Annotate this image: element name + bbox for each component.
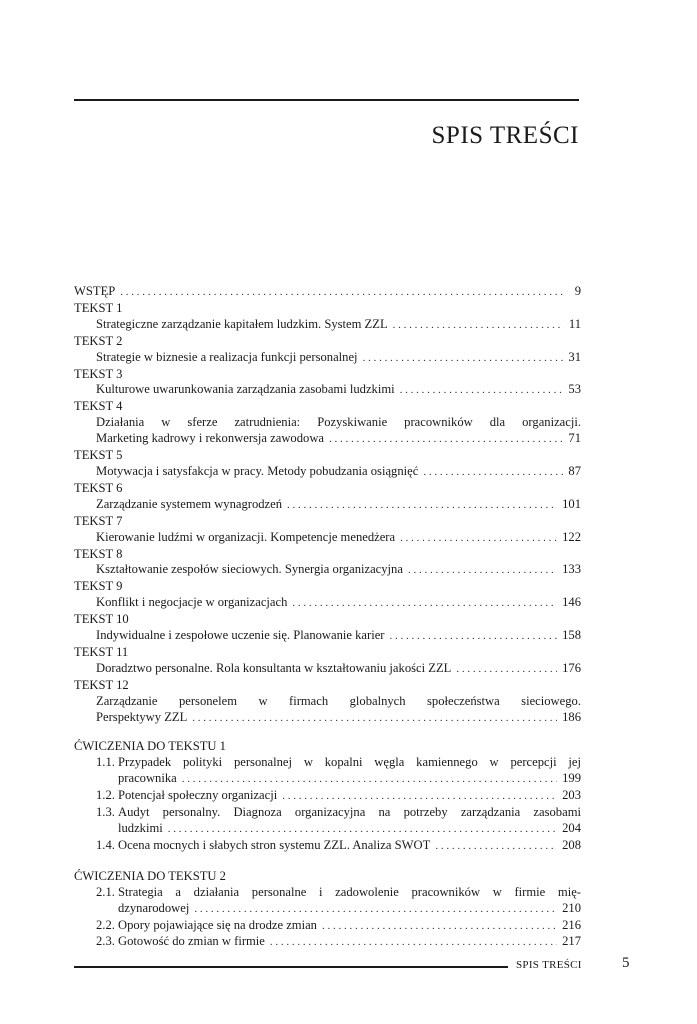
item-text: Opory pojawiające się na drodze zmian: [118, 917, 317, 932]
toc-entry[interactable]: [74, 821, 581, 838]
toc-entry-first-line[interactable]: Zarządzanie personelem w firmach globalnych społeczeństwa sieciowego.: [96, 693, 581, 708]
toc-entry-label: Zarządzanie systemem wynagrodzeń: [96, 496, 283, 511]
toc-entry-label: Perspektywy ZZL: [96, 709, 188, 724]
toc-entry-page: 204: [562, 821, 581, 835]
leader-dots: [400, 383, 564, 399]
text-heading: TEKST 3: [74, 366, 123, 381]
toc-entry[interactable]: [74, 838, 581, 855]
toc-entry[interactable]: [74, 530, 581, 547]
toc-entry[interactable]: [74, 350, 581, 367]
text-heading: TEKST 5: [74, 448, 123, 463]
toc-entry-label: [96, 934, 265, 950]
leader-dots: [363, 351, 564, 367]
toc-entry-page: 122: [562, 529, 581, 544]
item-text: Potencjał społeczny organizacji: [118, 788, 278, 803]
leader-dots: [423, 465, 563, 481]
toc-entry[interactable]: [74, 497, 581, 514]
exercises-heading: ĆWICZENIA DO TEKSTU 1: [74, 739, 226, 754]
item-number: 1.1.: [96, 755, 115, 770]
toc-entry-page: 87: [568, 463, 581, 478]
page-title: SPIS TREŚCI: [431, 122, 579, 149]
toc-entry-page: 53: [568, 382, 581, 397]
item-number: 1.3.: [96, 805, 115, 820]
toc-entry-label: Kulturowe uwarunkowania zarządzania zasobami ludzkimi: [96, 382, 395, 397]
toc-entry-label: Marketing kadrowy i rekonwersja zawodowa: [96, 431, 325, 446]
toc-entry[interactable]: [74, 317, 581, 334]
item-number: 1.2.: [96, 788, 115, 803]
toc-entry-intro[interactable]: [74, 284, 581, 301]
toc-entry-first-line[interactable]: [74, 805, 581, 821]
toc-entry-page: 199: [562, 771, 581, 786]
toc-entry-label: Motywacja i satysfakcja w pracy. Metody pobudzania osiągnięć: [96, 463, 419, 478]
toc-entry[interactable]: [74, 382, 581, 399]
leader-dots: [182, 772, 557, 788]
toc-entry-page: 176: [562, 660, 581, 675]
leader-dots: [393, 318, 564, 334]
item-text: Strategia a działania personalne i zadowolenie pracowników w firmie mię-: [118, 884, 581, 899]
toc-entry-page: 203: [562, 788, 581, 803]
toc-entry[interactable]: [74, 628, 581, 645]
text-heading: TEKST 1: [74, 300, 123, 315]
text-heading: TEKST 12: [74, 677, 129, 692]
toc-entry-page: 71: [568, 431, 581, 446]
toc-entry-page: 31: [568, 349, 581, 364]
leader-dots: [194, 902, 557, 918]
leader-dots: [435, 839, 557, 855]
toc-entry-label: Doradztwo personalne. Rola konsultanta w kształtowaniu jakości ZZL: [96, 660, 452, 675]
item-number: 2.3.: [96, 934, 115, 949]
toc-entry-label: [96, 788, 277, 804]
toc-entry[interactable]: [74, 710, 581, 727]
toc-entry-label: Strategie w biznesie a realizacja funkcji personalnej: [96, 349, 358, 364]
item-text: Audyt personalny. Diagnoza organizacyjna na potrzeby zarządzania zasobami: [118, 805, 581, 820]
text-heading: TEKST 4: [74, 399, 123, 414]
toc-entry-first-line[interactable]: [74, 885, 581, 901]
leader-dots: [168, 822, 557, 838]
toc-entry-label: Kształtowanie zespołów sieciowych. Synergia organizacyjna: [96, 562, 403, 577]
toc-entry-page: 9: [574, 284, 581, 298]
toc-entry-label: WSTĘP: [74, 284, 116, 298]
toc-entry-label: [96, 918, 317, 934]
toc-entry[interactable]: [74, 595, 581, 612]
leader-dots: [400, 531, 557, 547]
toc-entry-page: 216: [562, 917, 581, 932]
item-number: 2.2.: [96, 917, 115, 932]
item-number: 2.1.: [96, 884, 115, 899]
text-heading: TEKST 2: [74, 333, 123, 348]
text-heading: TEKST 11: [74, 644, 129, 659]
toc-entry-label: Indywidualne i zespołowe uczenie się. Planowanie karier: [96, 628, 385, 643]
item-text: Gotowość do zmian w firmie: [118, 934, 265, 949]
toc-entry[interactable]: [74, 901, 581, 918]
text-heading: TEKST 7: [74, 513, 123, 528]
toc-entry-page: 101: [562, 496, 581, 511]
toc-entry-page: 208: [562, 837, 581, 852]
toc-entry-page: 217: [562, 934, 581, 949]
table-of-contents: [74, 284, 581, 951]
top-rule: [74, 99, 579, 101]
toc-entry[interactable]: [74, 788, 581, 805]
text-heading: TEKST 6: [74, 480, 123, 495]
toc-entry-label: Kierowanie ludźmi w organizacji. Kompetencje menedżera: [96, 529, 396, 544]
toc-entry[interactable]: [74, 431, 581, 448]
toc-entry-page: 210: [562, 900, 581, 915]
leader-dots: [408, 563, 557, 579]
toc-entry-first-line[interactable]: Działania w sferze zatrudnienia: Pozyskiwanie pracowników dla organizacji.: [96, 415, 581, 430]
toc-entry-label: ludzkimi: [118, 821, 163, 835]
toc-entry[interactable]: [74, 771, 581, 788]
bottom-rule: [74, 966, 508, 968]
toc-entry[interactable]: [74, 934, 581, 951]
leader-dots: [292, 596, 557, 612]
toc-entry-label: dzynarodowej: [118, 900, 190, 915]
toc-entry[interactable]: [74, 661, 581, 678]
running-title: SPIS TREŚCI: [516, 959, 582, 971]
toc-entry-label: Konflikt i negocjacje w organizacjach: [96, 595, 288, 610]
leader-dots: [282, 789, 557, 805]
leader-dots: [322, 919, 557, 935]
toc-entry-page: 146: [562, 595, 581, 610]
item-text: Ocena mocnych i słabych stron systemu ZZL. Analiza SWOT: [118, 837, 431, 852]
leader-dots: [287, 498, 557, 514]
toc-entry-page: 158: [562, 628, 581, 643]
leader-dots: [270, 935, 557, 951]
toc-entry-first-line[interactable]: [74, 755, 581, 771]
leader-dots: [456, 662, 557, 678]
page-number: 5: [622, 955, 630, 971]
leader-dots: [390, 629, 558, 645]
text-heading: TEKST 9: [74, 579, 123, 594]
toc-entry-page: 11: [568, 316, 581, 331]
toc-entry-label: [96, 838, 430, 854]
leader-dots: [120, 285, 566, 301]
toc-entry[interactable]: [74, 918, 581, 935]
leader-dots: [192, 711, 557, 727]
toc-entry[interactable]: [74, 562, 581, 579]
toc-entry-label: pracownika: [118, 771, 177, 786]
text-heading: TEKST 8: [74, 546, 123, 561]
item-text: Przypadek polityki personalnej w kopalni węgla kamiennego w percepcji jej: [118, 755, 581, 770]
toc-entry[interactable]: [74, 464, 581, 481]
toc-entry-label: Strategiczne zarządzanie kapitałem ludzkim. System ZZL: [96, 316, 388, 331]
toc-entry-page: 186: [562, 709, 581, 724]
item-number: 1.4.: [96, 837, 115, 852]
leader-dots: [329, 432, 563, 448]
exercises-heading: ĆWICZENIA DO TEKSTU 2: [74, 868, 226, 883]
text-heading: TEKST 10: [74, 612, 129, 627]
toc-entry-page: 133: [562, 562, 581, 577]
